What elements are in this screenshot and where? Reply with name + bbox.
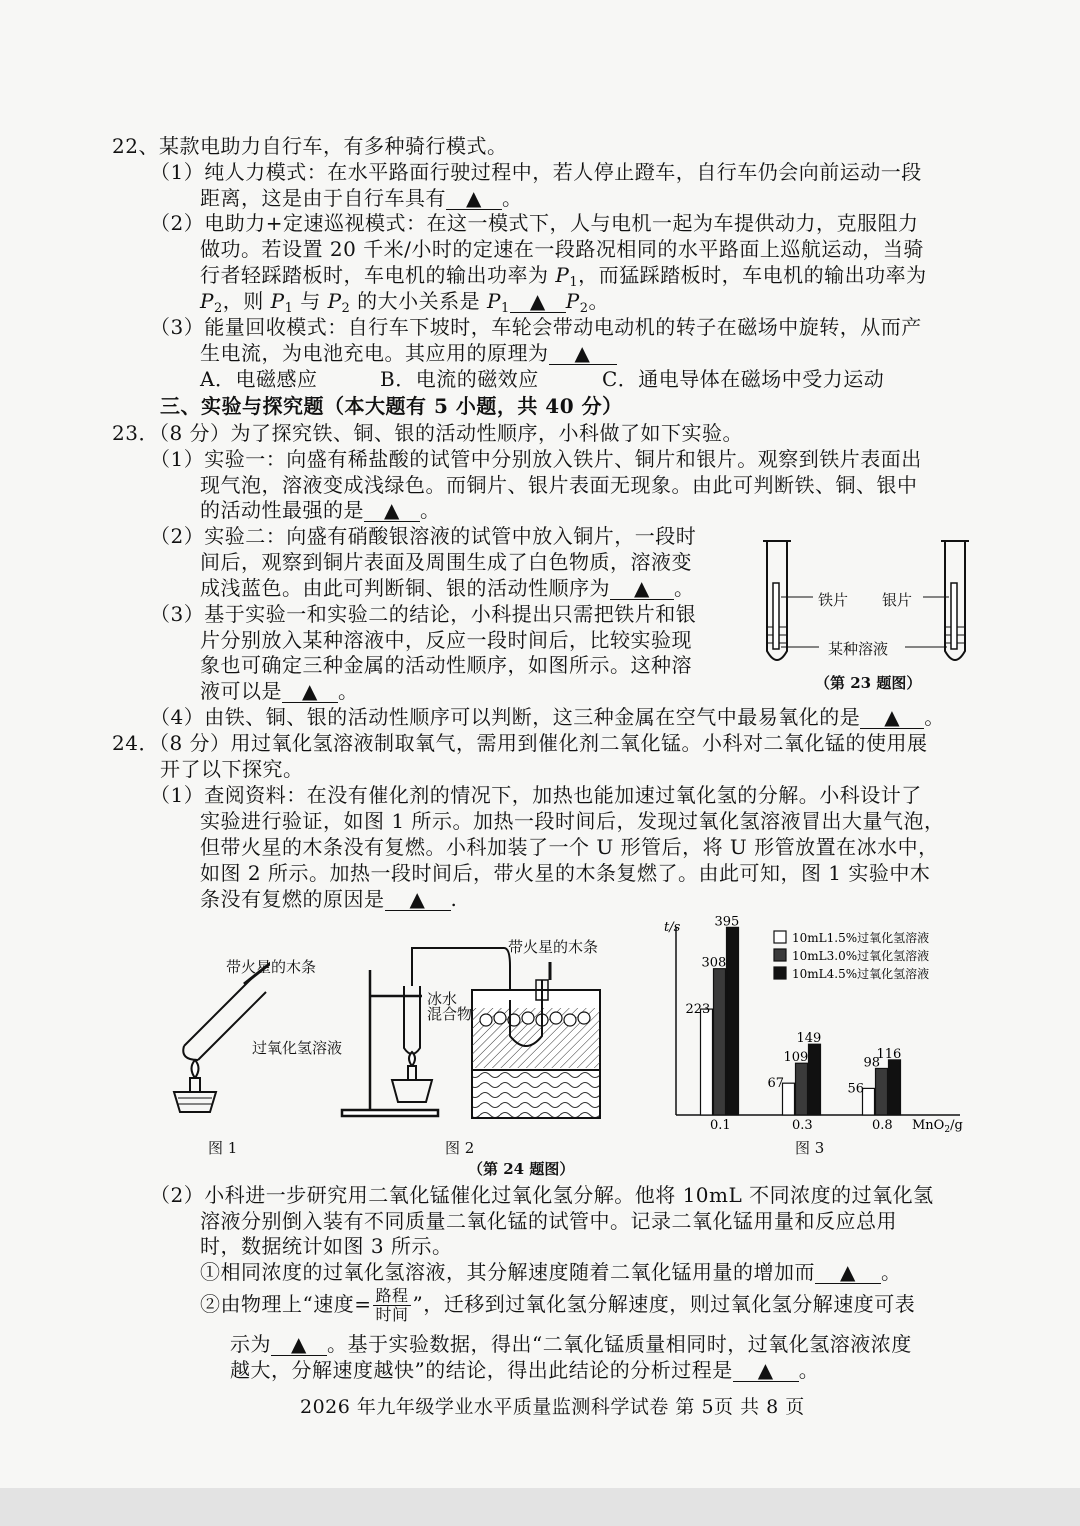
fig1-splint-label: 带火星的木条 [226, 958, 317, 976]
bar-value-label: 67 [767, 1076, 785, 1092]
q23-part3-line4: 液可以是 ▲ 。 [200, 679, 359, 703]
q24-sub1: ①相同浓度的过氧化氢溶液，其分解速度随着二氧化锰用量的增加而 ▲ 。 [200, 1260, 902, 1284]
figure2-label: 图 2 [445, 1139, 475, 1157]
iron-strip [773, 583, 779, 649]
alcohol-lamp-2 [392, 1052, 432, 1102]
q22-part2-line1: （2）电助力+定速巡视模式：在这一模式下，人与电机一起为车提供动力，克服阻力 [150, 211, 919, 235]
bar [889, 1060, 901, 1115]
y-axis-label: t/s [664, 920, 681, 935]
q23-part1-line1: （1）实验一：向盛有稀盐酸的试管中分别放入铁片、铜片和银片。观察到铁片表面出 [150, 447, 922, 471]
q24-part2-line2: 溶液分别倒入装有不同质量二氧化锰的试管中。记录二氧化锰用量和反应总用 [200, 1209, 897, 1233]
figure2-apparatus [340, 940, 610, 1140]
legend-label: 10mL4.5%过氧化氢溶液 [792, 967, 930, 981]
bar-value-label: 395 [714, 914, 740, 930]
q24-part1-line3: 但带火星的木条没有复燃。小科加装了一个 U 形管后，将 U 形管放置在冰水中， [200, 835, 939, 859]
answer-blank[interactable]: ▲ [271, 1333, 327, 1356]
solution-label: 某种溶液 [828, 640, 889, 658]
q23-part1-line3: 的活动性最强的是 ▲ 。 [200, 498, 441, 522]
q24-part2-line3: 时，数据统计如图 3 所示。 [200, 1234, 453, 1258]
legend-swatch [774, 949, 786, 961]
bar [701, 1009, 713, 1115]
bar-value-label: 98 [863, 1055, 881, 1071]
figure3-label: 图 3 [795, 1139, 825, 1157]
bar-value-label: 149 [796, 1031, 822, 1047]
q22-part1-line2: 距离，这是由于自行车具有 ▲ 。 [200, 186, 523, 210]
scan-bottom-strip [0, 1488, 1080, 1526]
legend-swatch [774, 931, 786, 943]
q23-part3-line2: 片分别放入某种溶液中，反应一段时间后，比较实验现 [200, 628, 692, 652]
answer-blank[interactable]: ▲ [446, 187, 502, 210]
x-tick-label: 0.1 [710, 1118, 731, 1133]
iron-label: 铁片 [818, 591, 849, 609]
fig2-ice-label-2: 混合物 [427, 1005, 473, 1023]
q24-part1-line1: （1）查阅资料：在没有催化剂的情况下，加热也能加速过氧化氢的分解。小科设计了 [150, 783, 922, 807]
answer-blank[interactable]: ▲ [610, 577, 674, 600]
q23-part2-line3: 成浅蓝色。由此可判断铜、银的活动性顺序为 ▲ 。 [200, 576, 695, 600]
q22-option-b: B．电流的磁效应 [380, 367, 539, 391]
q22-part2-line3: 行者轻踩踏板时，车电机的输出功率为 $P_1$，而猛踩踏板时，车电机的输出功率为 [200, 263, 927, 290]
q23-stem: 23．（8 分）为了探究铁、铜、银的活动性顺序，小科做了如下实验。 [112, 421, 744, 445]
bar [796, 1063, 808, 1115]
q23-part3-line3: 象也可确定三种金属的活动性顺序，如图所示。这种溶 [200, 653, 692, 677]
legend-label: 10mL1.5%过氧化氢溶液 [792, 931, 930, 945]
q23-part2-line1: （2）实验二：向盛有硝酸银溶液的试管中放入铜片，一段时 [150, 524, 697, 548]
fig2-ice-label-1: 冰水 [427, 990, 458, 1008]
section-heading: 三、实验与探究题（本大题有 5 小题，共 40 分） [160, 394, 623, 418]
q24-sub2: ②由物理上“速度= $\frac{\text{路程}}{\text{时间}}$ ”，迁移到过氧化氢分解速度，则过氧化氢分解速度可表 [200, 1286, 916, 1324]
q23-part2-line2: 间后，观察到铜片表面及周围生成了白色物质，溶液变 [200, 550, 692, 574]
iron-stand [342, 970, 438, 1116]
q24-stem-line2: 开了以下探究。 [160, 757, 304, 781]
x-tick-label: 0.8 [872, 1118, 893, 1133]
answer-blank[interactable]: ▲ [733, 1359, 799, 1382]
q24-sub3: 示为 ▲ 。基于实验数据，得出“二氧化锰质量相同时，过氧化氢溶液浓度 [230, 1332, 912, 1356]
legend-swatch [774, 967, 786, 979]
q23-part4: （4）由铁、铜、银的活动性顺序可以判断，这三种金属在空气中最易氧化的是 ▲ 。 [150, 705, 945, 729]
bar [863, 1088, 875, 1115]
bar-value-label: 308 [701, 955, 727, 971]
q24-figure-caption: （第 24 题图） [468, 1160, 575, 1178]
answer-blank[interactable]: ▲ [860, 706, 924, 729]
fig2-splint-label: 带火星的木条 [508, 938, 599, 956]
bar-value-label: 116 [876, 1046, 902, 1062]
answer-blank[interactable]: ▲ [510, 290, 566, 313]
q22-option-a: A．电磁感应 [200, 367, 318, 391]
q24-part1-line5: 条没有复燃的原因是 ▲ . [200, 887, 458, 911]
q22-part2-line4: $P_2$，则 $P_1$ 与 $P_2$ 的大小关系是 $P_1$ ▲ $P_2$。 [200, 289, 610, 316]
silver-label: 银片 [882, 591, 913, 609]
page-footer: 2026 年九年级学业水平质量监测科学试卷 第 5页 共 8 页 [300, 1396, 805, 1418]
answer-blank[interactable]: ▲ [385, 888, 451, 911]
q22-part3-line2: 生电流，为电池充电。其应用的原理为 ▲ [200, 340, 617, 366]
speed-fraction: $\frac{\text{路程}}{\text{时间}}$ [375, 1286, 409, 1324]
q24-stem-line1: 24．（8 分）用过氧化氢溶液制取氧气，需用到催化剂二氧化锰。小科对二氧化锰的使用展 [112, 731, 928, 755]
fig1-solution-label: 过氧化氢溶液 [252, 1039, 343, 1057]
q22-stem: 22、某款电助力自行车，有多种骑行模式。 [112, 134, 508, 158]
bar-value-label: 109 [783, 1050, 809, 1066]
q24-sub4: 越大，分解速度越快”的结论，得出此结论的分析过程是 ▲ 。 [230, 1358, 820, 1382]
q23-part1-line2: 现气泡，溶液变成浅绿色。而铜片、银片表面无现象。由此可判断铁、铜、银中 [200, 473, 918, 497]
figure3-bar-chart [660, 905, 980, 1145]
answer-blank[interactable]: ▲ [282, 680, 338, 703]
wooden-block [472, 1070, 600, 1118]
bar [714, 969, 726, 1115]
q22-part1-line1: （1）纯人力模式：在水平路面行驶过程中，若人停止蹬车，自行车仍会向前运动一段 [150, 160, 922, 184]
q22-part3-line1: （3）能量回收模式：自行车下坡时，车轮会带动电动机的转子在磁场中旋转，从而产 [150, 315, 922, 339]
bar [727, 927, 739, 1115]
x-tick-label: 0.3 [792, 1118, 813, 1133]
vertical-test-tube [404, 950, 420, 1054]
q24-part1-line4: 如图 2 所示。加热一段时间后，带火星的木条复燃了。由此可知，图 1 实验中木 [200, 861, 931, 885]
q24-part2-line1: （2）小科进一步研究用二氧化锰催化过氧化氢分解。他将 10mL 不同浓度的过氧化氢 [150, 1183, 934, 1207]
bar-value-label: 56 [847, 1081, 865, 1097]
silver-strip [951, 583, 957, 649]
q23-part3-line1: （3）基于实验一和实验二的结论，小科提出只需把铁片和银 [150, 602, 697, 626]
bar [783, 1083, 795, 1115]
q22-option-c: C．通电导体在磁场中受力运动 [602, 367, 885, 391]
q24-part1-line2: 实验进行验证，如图 1 所示。加热一段时间后，发现过氧化氢溶液冒出大量气泡， [200, 809, 945, 833]
bar [876, 1068, 888, 1115]
bar-value-label: 223 [685, 1002, 711, 1018]
answer-blank[interactable]: ▲ [364, 499, 420, 522]
x-axis-label: MnO$_2$/g [912, 1118, 963, 1135]
figure1-label: 图 1 [208, 1139, 238, 1157]
q23-figure-caption: （第 23 题图） [815, 674, 922, 692]
answer-blank[interactable]: ▲ [549, 342, 617, 365]
q22-part2-line2: 做功。若设置 20 千米/小时的定速在一段路况相同的水平路面上巡航运动，当骑 [200, 237, 924, 261]
legend-label: 10mL3.0%过氧化氢溶液 [792, 949, 930, 963]
bar [809, 1044, 821, 1115]
answer-blank[interactable]: ▲ [815, 1261, 881, 1284]
